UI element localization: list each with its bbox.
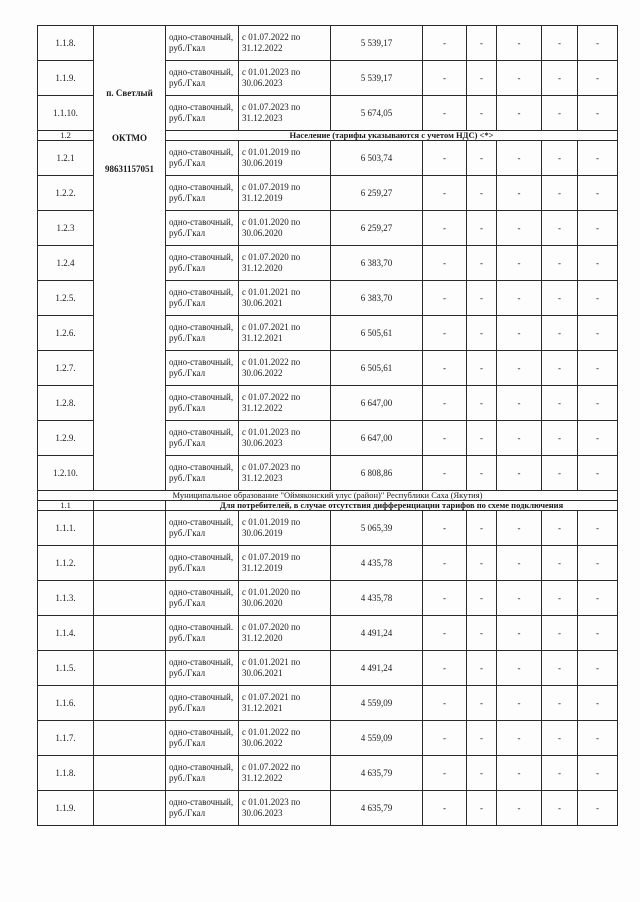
tariff-value: 5 674,05 [331,96,423,131]
validity-period: с 01.07.2021 по 31.12.2021 [239,316,331,351]
empty-value-dash: - [423,141,467,176]
empty-value-dash: - [497,281,542,316]
empty-value-dash: - [497,721,542,756]
empty-value-dash: - [542,616,578,651]
empty-value-dash: - [423,211,467,246]
table-row [38,686,618,721]
empty-value-dash: - [578,456,618,491]
tariff-type: одно-ставочный, руб./Гкал [166,756,239,791]
empty-value-dash: - [497,511,542,546]
empty-value-dash: - [497,351,542,386]
empty-value-dash: - [467,316,497,351]
row-number: 1.2.2. [38,176,94,211]
empty-value-dash: - [542,61,578,96]
tariff-type: одно-ставочный, руб./Гкал [166,546,239,581]
empty-value-dash: - [497,61,542,96]
row-number: 1.1.9. [38,791,94,826]
empty-value-dash: - [578,756,618,791]
row-number: 1.1.8. [38,26,94,61]
tariff-value: 4 491,24 [331,651,423,686]
empty-value-dash: - [423,386,467,421]
empty-value-dash: - [497,316,542,351]
empty-value-dash: - [578,386,618,421]
empty-value-dash: - [423,686,467,721]
empty-value-dash: - [542,246,578,281]
tariff-value: 4 435,78 [331,546,423,581]
tariff-type: одно-ставочный, руб./Гкал [166,721,239,756]
tariff-type: одно-ставочный, руб./Гкал [166,421,239,456]
territory-cell-empty [94,756,166,791]
territory-cell-empty [94,791,166,826]
empty-value-dash: - [542,456,578,491]
empty-value-dash: - [542,141,578,176]
validity-period: с 01.07.2022 по 31.12.2022 [239,26,331,61]
tariff-value: 4 491,24 [331,616,423,651]
tariff-value: 6 505,61 [331,316,423,351]
row-number: 1.1.4. [38,616,94,651]
tariff-type: одно-ставочный, руб./Гкал [166,211,239,246]
validity-period: с 01.01.2021 по 30.06.2021 [239,281,331,316]
section-number: 1.1 [38,501,94,511]
row-number: 1.2.3 [38,211,94,246]
empty-value-dash: - [578,246,618,281]
territory-cell [94,26,166,491]
row-number: 1.2.8. [38,386,94,421]
table-row [38,616,618,651]
tariff-type: одно-ставочный, руб./Гкал [166,686,239,721]
empty-value-dash: - [423,791,467,826]
empty-value-dash: - [578,61,618,96]
empty-value-dash: - [578,421,618,456]
tariff-type: одно-ставочный, руб./Гкал [166,281,239,316]
row-number: 1.1.3. [38,581,94,616]
tariff-value: 6 647,00 [331,386,423,421]
empty-value-dash: - [578,511,618,546]
empty-value-dash: - [497,141,542,176]
empty-value-dash: - [578,176,618,211]
table-row [38,791,618,826]
row-number: 1.1.10. [38,96,94,131]
empty-value-dash: - [423,721,467,756]
empty-value-dash: - [497,246,542,281]
empty-value-dash: - [578,546,618,581]
empty-value-dash: - [542,386,578,421]
empty-value-dash: - [467,581,497,616]
territory-cell-empty [94,686,166,721]
tariff-type: одно-ставочный, руб./Гкал [166,246,239,281]
empty-value-dash: - [578,651,618,686]
empty-value-dash: - [542,351,578,386]
territory-cell-empty [94,581,166,616]
territory-cell-empty [94,511,166,546]
empty-value-dash: - [497,756,542,791]
tariff-table [37,25,618,826]
empty-value-dash: - [467,96,497,131]
empty-value-dash: - [542,721,578,756]
empty-value-dash: - [423,456,467,491]
validity-period: с 01.07.2019 по 31.12.2019 [239,176,331,211]
empty-value-dash: - [542,651,578,686]
empty-value-dash: - [578,581,618,616]
validity-period: с 01.01.2022 по 30.06.2022 [239,351,331,386]
empty-value-dash: - [467,546,497,581]
row-number: 1.2.7. [38,351,94,386]
row-number: 1.2.4 [38,246,94,281]
tariff-type: одно-ставочный, руб./Гкал [166,581,239,616]
table-row [38,756,618,791]
empty-value-dash: - [467,456,497,491]
empty-value-dash: - [578,351,618,386]
tariff-value: 5 539,17 [331,26,423,61]
tariff-value: 6 808,86 [331,456,423,491]
row-number: 1.1.5. [38,651,94,686]
empty-value-dash: - [467,721,497,756]
empty-value-dash: - [467,756,497,791]
tariff-value: 4 559,09 [331,686,423,721]
validity-period: с 01.01.2021 по 30.06.2021 [239,651,331,686]
empty-value-dash: - [423,651,467,686]
validity-period: с 01.07.2019 по 31.12.2019 [239,546,331,581]
validity-period: с 01.07.2022 по 31.12.2022 [239,386,331,421]
empty-value-dash: - [497,26,542,61]
tariff-value: 6 505,61 [331,351,423,386]
row-number: 1.2.1 [38,141,94,176]
tariff-type: одно-ставочный, руб./Гкал [166,386,239,421]
tariff-type: одно-ставочный, руб./Гкал [166,456,239,491]
territory-cell-empty [94,546,166,581]
empty-value-dash: - [467,651,497,686]
tariff-type: одно-ставочный, руб./Гкал [166,651,239,686]
row-number: 1.1.6. [38,686,94,721]
empty-value-dash: - [423,351,467,386]
table-row [38,26,618,61]
empty-value-dash: - [423,176,467,211]
empty-value-dash: - [467,176,497,211]
oktmo-label: ОКТМО [112,133,147,143]
empty-value-dash: - [467,791,497,826]
tariff-type: одно-ставочный, руб./Гкал [166,96,239,131]
tariff-value: 4 435,78 [331,581,423,616]
empty-value-dash: - [542,546,578,581]
validity-period: с 01.01.2023 по 30.06.2023 [239,421,331,456]
tariff-value: 4 635,79 [331,791,423,826]
empty-value-dash: - [578,211,618,246]
row-number: 1.2.6. [38,316,94,351]
table-row [38,546,618,581]
validity-period: с 01.01.2020 по 30.06.2020 [239,581,331,616]
tariff-type: одно-ставочный, руб./Гкал [166,511,239,546]
empty-value-dash: - [542,421,578,456]
empty-value-dash: - [497,581,542,616]
empty-value-dash: - [578,791,618,826]
validity-period: с 01.01.2019 по 30.06.2019 [239,511,331,546]
municipality-title: Муниципальное образование "Оймяконский улус (район)" Республики Саха (Якутия) [38,491,618,501]
row-number: 1.1.2. [38,546,94,581]
tariff-value: 6 503,74 [331,141,423,176]
empty-value-dash: - [542,686,578,721]
empty-value-dash: - [423,61,467,96]
territory-block [97,88,162,175]
row-number: 1.2.9. [38,421,94,456]
empty-value-dash: - [423,616,467,651]
empty-value-dash: - [578,26,618,61]
tariff-value: 6 259,27 [331,176,423,211]
validity-period: с 01.07.2023 по 31.12.2023 [239,96,331,131]
empty-value-dash: - [497,791,542,826]
tariff-value: 6 259,27 [331,211,423,246]
row-number: 1.2.5. [38,281,94,316]
table-row [38,511,618,546]
empty-value-dash: - [578,96,618,131]
empty-value-dash: - [497,456,542,491]
empty-value-dash: - [497,546,542,581]
tariff-type: одно-ставочный, руб./Гкал [166,791,239,826]
empty-value-dash: - [497,421,542,456]
tariff-type: одно-ставочный, руб./Гкал [166,61,239,96]
tariff-value: 5 065,39 [331,511,423,546]
empty-value-dash: - [542,96,578,131]
territory-cell-empty [94,721,166,756]
empty-value-dash: - [467,351,497,386]
empty-value-dash: - [542,581,578,616]
oktmo-code: 98631157051 [104,164,154,174]
tariff-value: 6 383,70 [331,246,423,281]
empty-value-dash: - [467,511,497,546]
empty-value-dash: - [423,421,467,456]
empty-value-dash: - [497,651,542,686]
territory-cell-empty [94,501,166,511]
empty-value-dash: - [467,141,497,176]
tariff-value: 4 559,09 [331,721,423,756]
tariff-value: 4 635,79 [331,756,423,791]
row-number: 1.1.7. [38,721,94,756]
empty-value-dash: - [497,386,542,421]
validity-period: с 01.07.2023 по 31.12.2023 [239,456,331,491]
row-number: 1.1.9. [38,61,94,96]
section-title: Население (тарифы указываются с учетом НДС) <*> [166,131,618,141]
empty-value-dash: - [542,176,578,211]
empty-value-dash: - [578,721,618,756]
empty-value-dash: - [542,316,578,351]
section-title: Для потребителей, в случае отсутствия дифференциации тарифов по схеме подключения [166,501,618,511]
empty-value-dash: - [542,791,578,826]
empty-value-dash: - [578,141,618,176]
empty-value-dash: - [423,26,467,61]
empty-value-dash: - [467,386,497,421]
territory-cell-empty [94,651,166,686]
empty-value-dash: - [423,281,467,316]
empty-value-dash: - [423,546,467,581]
tariff-type: одно-ставочный, руб./Гкал [166,141,239,176]
tariff-value: 6 647,00 [331,421,423,456]
empty-value-dash: - [423,316,467,351]
municipality-row [38,491,618,501]
empty-value-dash: - [467,616,497,651]
empty-value-dash: - [423,581,467,616]
empty-value-dash: - [578,616,618,651]
empty-value-dash: - [542,281,578,316]
validity-period: с 01.07.2020 по 31.12.2020 [239,246,331,281]
empty-value-dash: - [497,211,542,246]
validity-period: с 01.07.2022 по 31.12.2022 [239,756,331,791]
tariff-type: одно-ставочный, руб./Гкал [166,26,239,61]
validity-period: с 01.07.2020 по 31.12.2020 [239,616,331,651]
section-header-row [38,501,618,511]
tariff-type: одно-ставочный, руб./Гкал [166,351,239,386]
table-row [38,721,618,756]
table-row [38,581,618,616]
empty-value-dash: - [423,511,467,546]
validity-period: с 01.01.2022 по 30.06.2022 [239,721,331,756]
empty-value-dash: - [497,686,542,721]
table-row [38,651,618,686]
validity-period: с 01.07.2021 по 31.12.2021 [239,686,331,721]
empty-value-dash: - [542,26,578,61]
section-number: 1.2 [38,131,94,141]
territory-name: п. Светлый [106,88,153,98]
empty-value-dash: - [467,246,497,281]
tariff-value: 6 383,70 [331,281,423,316]
empty-value-dash: - [423,96,467,131]
empty-value-dash: - [467,26,497,61]
empty-value-dash: - [467,686,497,721]
empty-value-dash: - [578,686,618,721]
validity-period: с 01.01.2023 по 30.06.2023 [239,791,331,826]
tariff-type: одно-ставочный, руб./Гкал [166,316,239,351]
row-number: 1.1.1. [38,511,94,546]
empty-value-dash: - [467,211,497,246]
empty-value-dash: - [542,511,578,546]
empty-value-dash: - [497,176,542,211]
empty-value-dash: - [578,316,618,351]
empty-value-dash: - [497,96,542,131]
row-number: 1.2.10. [38,456,94,491]
validity-period: с 01.01.2020 по 30.06.2020 [239,211,331,246]
empty-value-dash: - [423,246,467,281]
validity-period: с 01.01.2023 по 30.06.2023 [239,61,331,96]
empty-value-dash: - [578,281,618,316]
empty-value-dash: - [423,756,467,791]
empty-value-dash: - [497,616,542,651]
empty-value-dash: - [542,211,578,246]
tariff-type: одно-ставочный. руб./Гкал [166,616,239,651]
tariff-type: одно-ставочный, руб./Гкал [166,176,239,211]
row-number: 1.1.8. [38,756,94,791]
tariff-table-body [38,26,618,826]
validity-period: с 01.01.2019 по 30.06.2019 [239,141,331,176]
empty-value-dash: - [542,756,578,791]
tariff-value: 5 539,17 [331,61,423,96]
empty-value-dash: - [467,421,497,456]
empty-value-dash: - [467,61,497,96]
territory-cell-empty [94,616,166,651]
empty-value-dash: - [467,281,497,316]
